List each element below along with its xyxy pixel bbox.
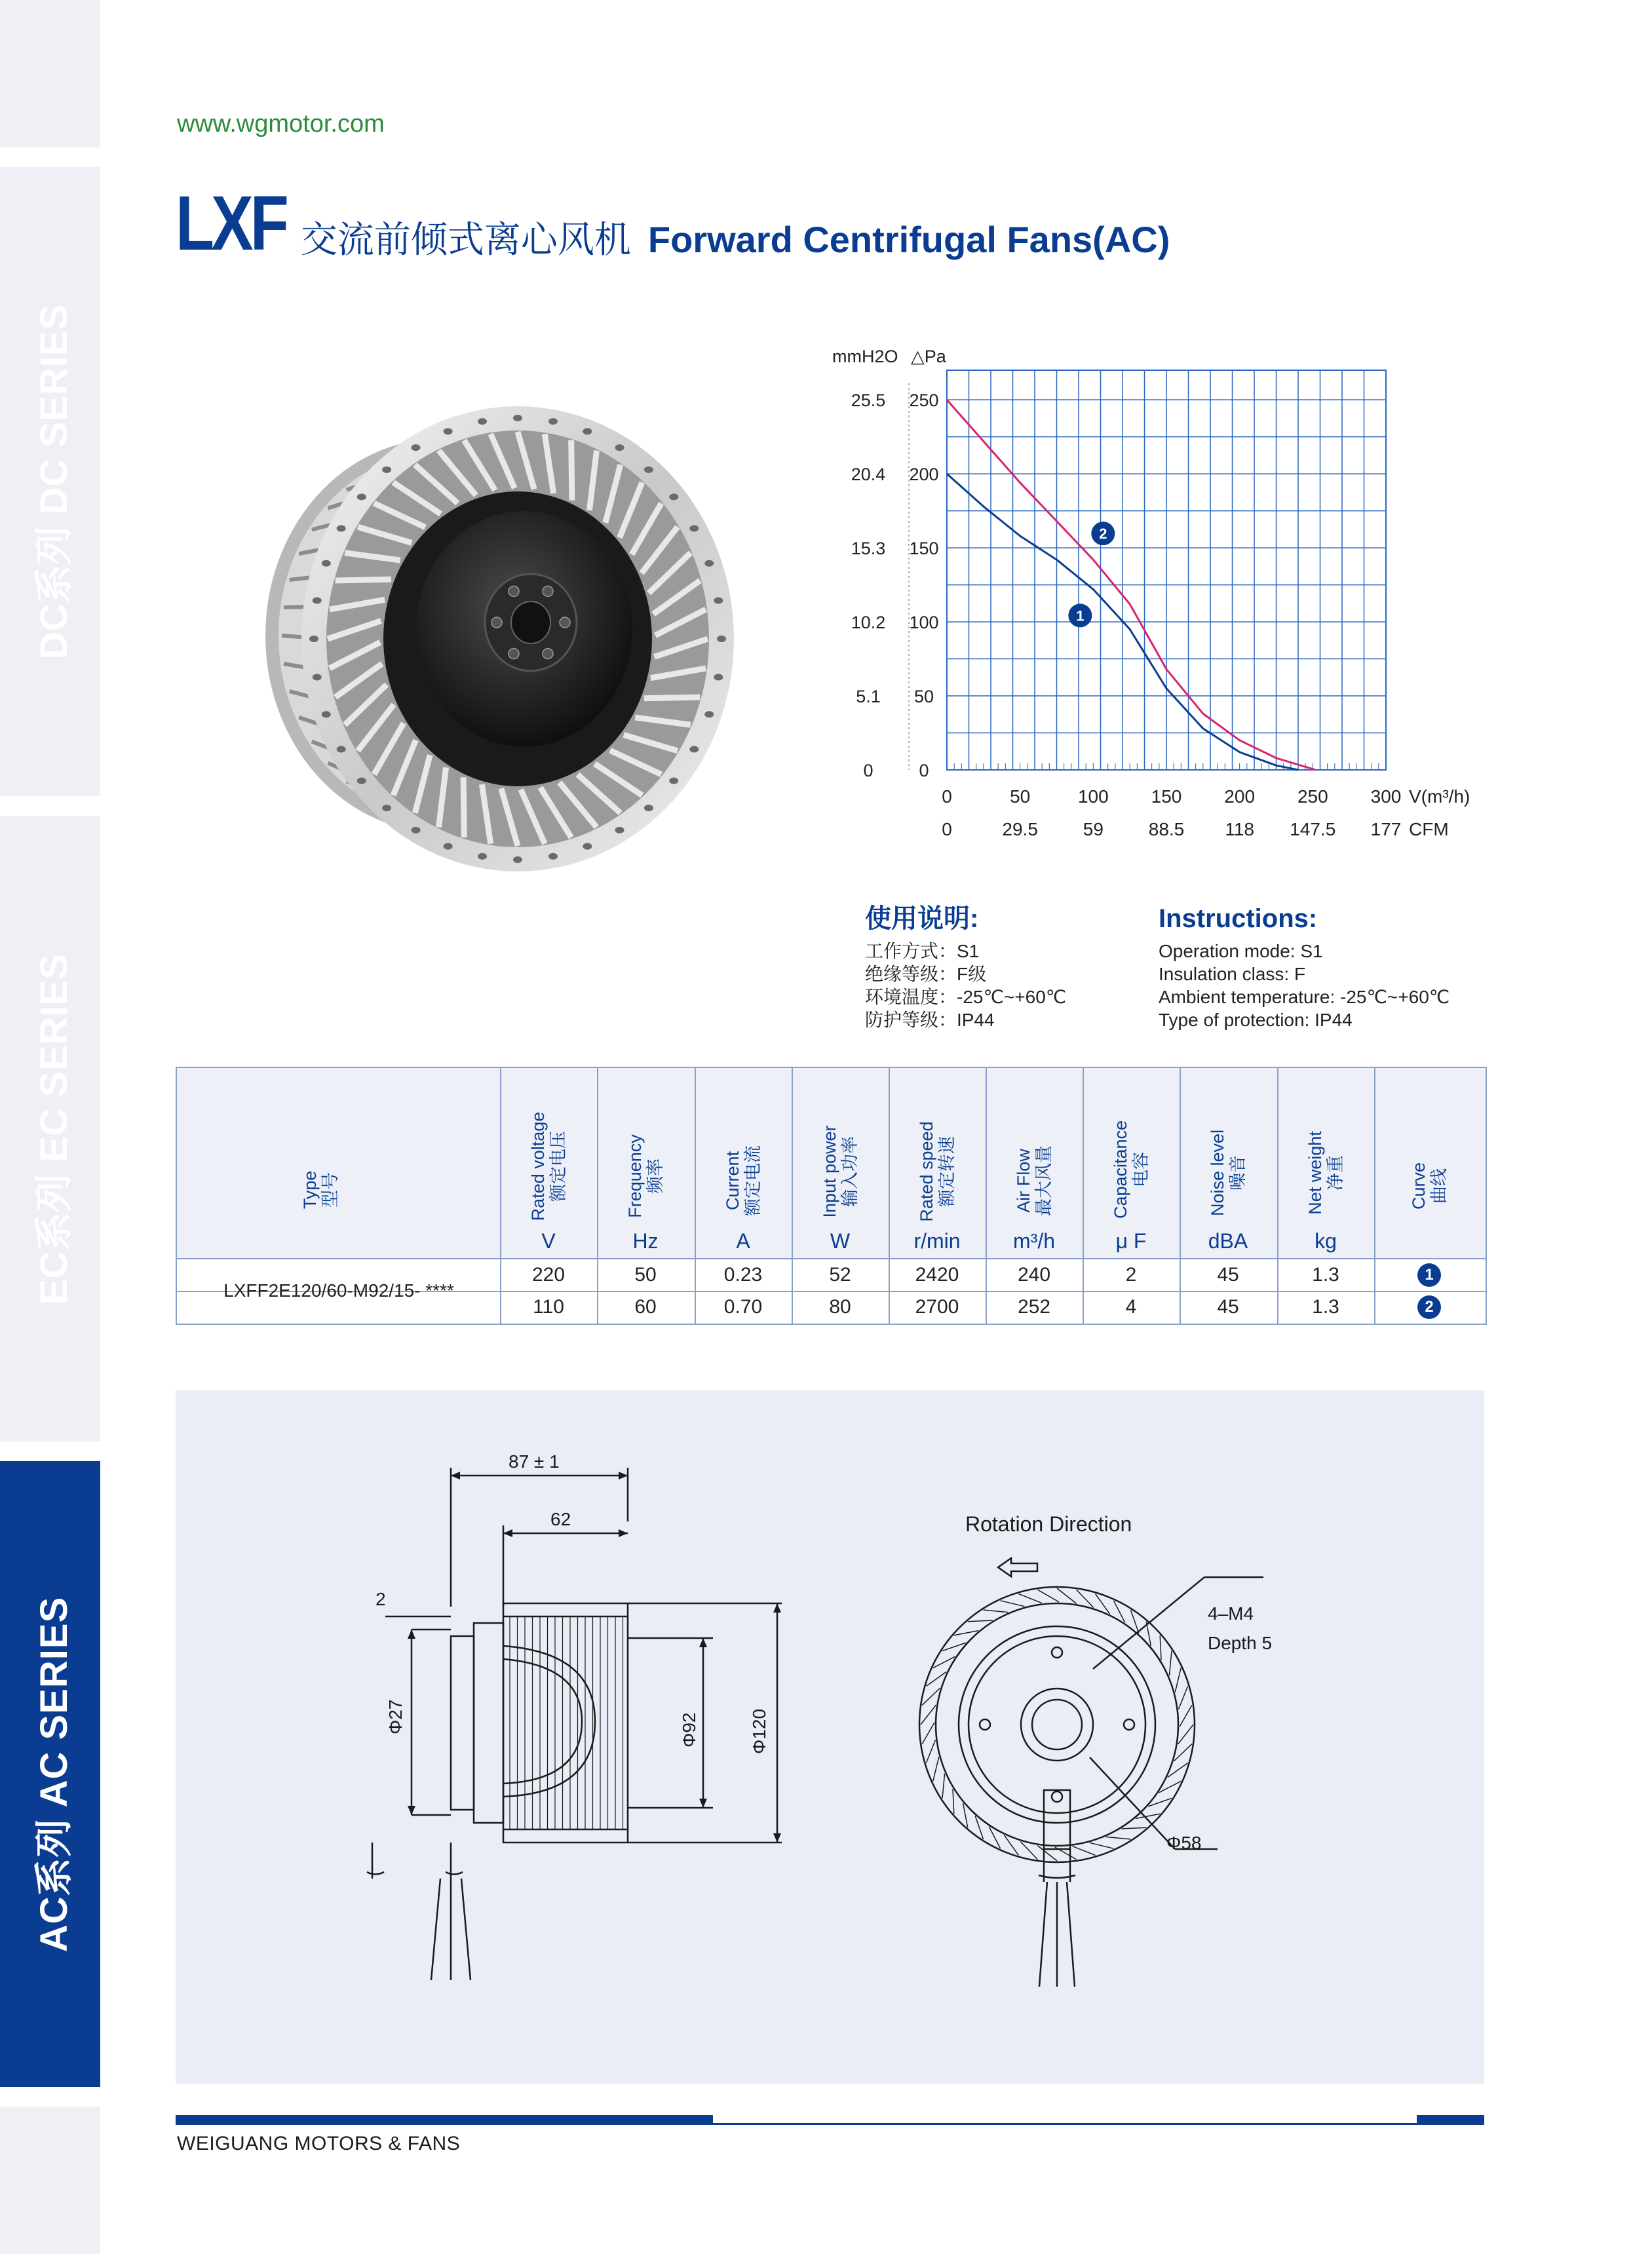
instruction-line: 绝缘等级：F级 bbox=[865, 964, 987, 984]
column-header-frequency: Frequency 频率 bbox=[625, 1134, 665, 1218]
front-blade-line bbox=[984, 1610, 1008, 1613]
title-cn: 交流前倾式离心风机 bbox=[300, 219, 631, 260]
front-blade-line bbox=[1160, 1635, 1161, 1660]
front-blade-line bbox=[1178, 1725, 1193, 1744]
x-tick-label-cfm: 29.5 bbox=[1002, 819, 1038, 839]
front-blade-line bbox=[1072, 1846, 1095, 1856]
rim-hole bbox=[382, 805, 391, 811]
rim-hole bbox=[313, 597, 322, 603]
table-cell: 0.23 bbox=[723, 1264, 763, 1286]
title-en: Forward Centrifugal Fans(AC) bbox=[647, 219, 1170, 260]
x-tick-label-m3h: 150 bbox=[1151, 786, 1182, 807]
y-tick-label-mmh2o: 15.3 bbox=[851, 539, 886, 559]
front-blade-line bbox=[942, 1774, 945, 1799]
dimension-drawing bbox=[176, 1390, 1484, 2084]
table-rule bbox=[500, 1068, 501, 1324]
y-tick-label-pa: 100 bbox=[909, 613, 939, 633]
front-blade-line bbox=[1121, 1827, 1146, 1829]
front-blade-line bbox=[953, 1789, 954, 1814]
dim-62-label: 62 bbox=[550, 1509, 571, 1529]
hub-bolt bbox=[543, 586, 553, 596]
table-rule bbox=[1277, 1068, 1278, 1324]
table-cell: 252 bbox=[1017, 1296, 1051, 1318]
rim-hole bbox=[583, 428, 592, 434]
rim-hole bbox=[669, 778, 678, 784]
rim-hole bbox=[615, 827, 624, 833]
rim-hole bbox=[478, 418, 487, 425]
instructions-cn-heading: 使用说明: bbox=[865, 904, 979, 933]
rim-hole bbox=[548, 418, 558, 425]
hub-bolt bbox=[543, 649, 553, 659]
rim-hole bbox=[444, 843, 453, 850]
rim-hole bbox=[669, 493, 678, 500]
fan-blade bbox=[336, 579, 391, 581]
site-url[interactable]: www.wgmotor.com bbox=[177, 110, 385, 138]
instruction-line: 工作方式：S1 bbox=[865, 941, 980, 961]
front-blade-line bbox=[922, 1723, 934, 1744]
table-rule bbox=[1083, 1068, 1084, 1324]
table-cell: 0.70 bbox=[723, 1296, 763, 1318]
fan-blade bbox=[571, 440, 572, 501]
column-unit: dBA bbox=[1208, 1229, 1248, 1253]
rim-hole bbox=[548, 853, 558, 860]
table-rule bbox=[792, 1068, 793, 1324]
front-blade-line bbox=[1175, 1668, 1181, 1692]
table-cell: 1.3 bbox=[1312, 1264, 1339, 1286]
y-tick-label-mmh2o: 20.4 bbox=[851, 465, 886, 485]
front-blade-line bbox=[968, 1620, 993, 1622]
x-unit-cfm: CFM bbox=[1409, 819, 1449, 839]
y-tick-label-mmh2o: 5.1 bbox=[856, 687, 881, 707]
series-tab-ec[interactable] bbox=[0, 816, 100, 1442]
series-badge-label-2: 2 bbox=[1099, 525, 1107, 543]
table-cell: 4 bbox=[1125, 1296, 1137, 1318]
instruction-line: 环境温度：-25℃~+60℃ bbox=[865, 987, 1067, 1007]
front-blade-line bbox=[1057, 1588, 1077, 1603]
column-header-type: Type 型号 bbox=[300, 1170, 340, 1210]
front-blade-line bbox=[1179, 1686, 1188, 1709]
y-tick-label-mmh2o: 0 bbox=[863, 761, 874, 780]
x-unit-m3h: V(m³/h) bbox=[1409, 786, 1470, 807]
rim-hole bbox=[583, 843, 592, 850]
dim-width-label: 87 ± 1 bbox=[509, 1451, 560, 1472]
hub-bolt bbox=[509, 649, 519, 659]
rim-hole bbox=[644, 467, 653, 473]
instruction-line: Ambient temperature: -25℃~+60℃ bbox=[1159, 987, 1450, 1007]
rim-hole bbox=[412, 444, 421, 451]
instruction-line: Type of protection: IP44 bbox=[1159, 1010, 1353, 1030]
fan-product-image bbox=[242, 387, 760, 904]
instruction-line: Operation mode: S1 bbox=[1159, 941, 1323, 961]
rim-hole bbox=[412, 827, 421, 833]
column-header-input-power: Input power 输入功率 bbox=[820, 1125, 860, 1218]
rim-hole bbox=[689, 746, 699, 753]
dim-phi58-label: Φ58 bbox=[1166, 1833, 1202, 1853]
table-cell: 220 bbox=[531, 1264, 566, 1286]
rotation-direction-label: Rotation Direction bbox=[965, 1512, 1132, 1536]
front-blade-line bbox=[926, 1740, 935, 1763]
column-header-noise: Noise level 噪音 bbox=[1208, 1129, 1248, 1217]
column-unit: μ F bbox=[1115, 1229, 1147, 1253]
column-header-voltage: Rated voltage 额定电压 bbox=[528, 1111, 568, 1221]
x-tick-label-cfm: 118 bbox=[1225, 819, 1254, 839]
table-cell: 45 bbox=[1217, 1296, 1239, 1318]
column-unit: Hz bbox=[632, 1229, 659, 1253]
rim-hole bbox=[322, 560, 331, 567]
column-unit: m³/h bbox=[1013, 1229, 1055, 1253]
y-tick-label-pa: 150 bbox=[909, 539, 939, 559]
footer-brand: WEIGUANG MOTORS & FANS bbox=[177, 2133, 461, 2154]
front-blade-line bbox=[1090, 1843, 1114, 1848]
x-tick-label-cfm: 0 bbox=[942, 819, 952, 839]
dim-phi92-label: Φ92 bbox=[679, 1712, 699, 1748]
hub-bolt bbox=[509, 586, 519, 596]
rim-hole bbox=[704, 711, 714, 717]
front-blade-line bbox=[921, 1705, 936, 1725]
front-blade-line bbox=[1018, 1594, 1041, 1603]
column-unit: kg bbox=[1315, 1229, 1337, 1253]
x-tick-label-m3h: 200 bbox=[1224, 786, 1256, 807]
y-tick-label-pa: 200 bbox=[909, 465, 939, 485]
y-tick-label-pa: 0 bbox=[919, 761, 929, 780]
table-cell: 2420 bbox=[915, 1264, 959, 1286]
table-cell: 50 bbox=[634, 1264, 657, 1286]
rim-hole bbox=[644, 805, 653, 811]
table-rule bbox=[177, 1258, 1486, 1259]
rim-hole bbox=[357, 778, 366, 784]
rim-hole bbox=[513, 415, 522, 421]
table-cell: 45 bbox=[1217, 1264, 1239, 1286]
table-rule bbox=[889, 1068, 890, 1324]
series-tab-label: EC系列 EC SERIES bbox=[32, 953, 75, 1305]
footer-bar bbox=[176, 2115, 713, 2123]
x-tick-label-cfm: 88.5 bbox=[1148, 819, 1185, 839]
hub-bolt bbox=[491, 617, 502, 628]
front-blade-line bbox=[1001, 1601, 1025, 1607]
front-blade-line bbox=[1169, 1651, 1172, 1676]
y-tick-label-pa: 250 bbox=[909, 391, 939, 411]
screw-label: 4–M4 bbox=[1208, 1603, 1254, 1624]
table-cell: 80 bbox=[829, 1296, 851, 1318]
column-header-rated-speed: Rated speed 额定转速 bbox=[917, 1121, 957, 1222]
table-cell: 52 bbox=[829, 1264, 851, 1286]
column-header-capacitance: Capacitance 电容 bbox=[1111, 1120, 1151, 1219]
table-rule bbox=[1180, 1068, 1181, 1324]
footer-bar bbox=[1417, 2115, 1484, 2123]
rim-hole bbox=[337, 746, 346, 753]
table-cell: 2 bbox=[1125, 1264, 1137, 1286]
x-tick-label-cfm: 177 bbox=[1370, 819, 1402, 839]
table-cell: 2700 bbox=[915, 1296, 959, 1318]
model-number: LXFF2E120/60-M92/15- **** bbox=[223, 1280, 454, 1301]
y-tick-label-pa: 50 bbox=[913, 687, 934, 707]
fan-blade bbox=[644, 697, 700, 698]
x-tick-label-m3h: 300 bbox=[1370, 786, 1402, 807]
column-unit: A bbox=[736, 1229, 750, 1253]
x-tick-label-m3h: 0 bbox=[942, 786, 952, 807]
rim-hole bbox=[704, 560, 714, 567]
series-tab-dc[interactable] bbox=[0, 167, 100, 796]
instruction-line: Insulation class: F bbox=[1159, 964, 1306, 984]
table-cell: 240 bbox=[1017, 1264, 1051, 1286]
series-tab-dc[interactable] bbox=[0, 0, 100, 147]
rim-hole bbox=[337, 525, 346, 532]
rim-hole bbox=[382, 467, 391, 473]
rim-hole bbox=[444, 428, 453, 434]
table-cell: 60 bbox=[634, 1296, 657, 1318]
column-unit: W bbox=[830, 1229, 851, 1253]
table-cell: 110 bbox=[533, 1296, 564, 1318]
column-header-current: Current 额定电流 bbox=[723, 1145, 763, 1216]
fan-blade bbox=[463, 777, 464, 837]
footer-rule bbox=[176, 2123, 1484, 2125]
rim-hole bbox=[689, 525, 699, 532]
y-unit-pa: △Pa bbox=[911, 347, 946, 366]
dim-phi120-label: Φ120 bbox=[749, 1708, 769, 1754]
column-header-net-weight: Net weight 净重 bbox=[1305, 1131, 1345, 1215]
rim-hole bbox=[309, 636, 318, 642]
instruction-line: 防护等级：IP44 bbox=[865, 1010, 995, 1030]
y-unit-mmh2o: mmH2O bbox=[832, 347, 898, 366]
rim-hole bbox=[513, 856, 522, 863]
front-blade-line bbox=[1037, 1590, 1059, 1602]
x-tick-label-m3h: 250 bbox=[1297, 786, 1328, 807]
column-unit: r/min bbox=[913, 1229, 961, 1253]
rim-hole bbox=[717, 636, 726, 642]
dim-phi27-label: Φ27 bbox=[385, 1699, 406, 1734]
dim-2-label: 2 bbox=[375, 1589, 386, 1609]
series-badge-label-1: 1 bbox=[1076, 607, 1085, 624]
x-tick-label-cfm: 147.5 bbox=[1290, 819, 1336, 839]
performance-chart bbox=[819, 334, 1488, 871]
spec-table bbox=[176, 1067, 1487, 1325]
depth-label: Depth 5 bbox=[1208, 1633, 1273, 1653]
product-code: LXF bbox=[176, 180, 286, 267]
dimension-drawing-panel bbox=[176, 1390, 1484, 2084]
table-rule bbox=[1374, 1068, 1375, 1324]
hub-bolt bbox=[560, 617, 570, 628]
rim-hole bbox=[714, 597, 723, 603]
table-rule bbox=[695, 1068, 696, 1324]
series-tab-label: AC系列 AC SERIES bbox=[32, 1596, 75, 1952]
instructions-cn bbox=[865, 904, 1067, 1031]
series-tab-ac[interactable] bbox=[0, 1461, 100, 2087]
table-rule bbox=[597, 1068, 598, 1324]
front-blade-line bbox=[1180, 1705, 1192, 1727]
rim-hole bbox=[313, 674, 322, 681]
y-tick-label-mmh2o: 10.2 bbox=[851, 613, 886, 633]
y-tick-label-mmh2o: 25.5 bbox=[851, 391, 886, 411]
x-tick-label-cfm: 59 bbox=[1083, 819, 1104, 839]
front-blade-line bbox=[933, 1757, 939, 1782]
curve-badge: 2 bbox=[1417, 1295, 1441, 1319]
column-header-air-flow: Air Flow 最大风量 bbox=[1014, 1145, 1054, 1216]
rim-hole bbox=[478, 853, 487, 860]
series-tab-label: DC系列 DC SERIES bbox=[32, 303, 75, 660]
x-tick-label-m3h: 50 bbox=[1010, 786, 1031, 807]
front-blade-line bbox=[1106, 1837, 1131, 1839]
x-tick-label-m3h: 100 bbox=[1077, 786, 1109, 807]
rim-hole bbox=[357, 493, 366, 500]
instructions-en-heading: Instructions: bbox=[1159, 904, 1318, 933]
table-cell: 1.3 bbox=[1312, 1296, 1339, 1318]
column-header-curve: Curve 曲线 bbox=[1409, 1162, 1449, 1210]
rim-hole bbox=[615, 444, 624, 451]
curve-badge: 1 bbox=[1417, 1263, 1441, 1287]
series-tab-blank bbox=[0, 2107, 100, 2254]
column-unit: V bbox=[541, 1229, 556, 1253]
rim-hole bbox=[322, 711, 331, 717]
front-blade-line bbox=[1037, 1846, 1057, 1861]
instructions-en bbox=[1159, 904, 1450, 1031]
page-title bbox=[176, 180, 1170, 267]
table-rule bbox=[986, 1068, 987, 1324]
rim-hole bbox=[714, 674, 723, 681]
